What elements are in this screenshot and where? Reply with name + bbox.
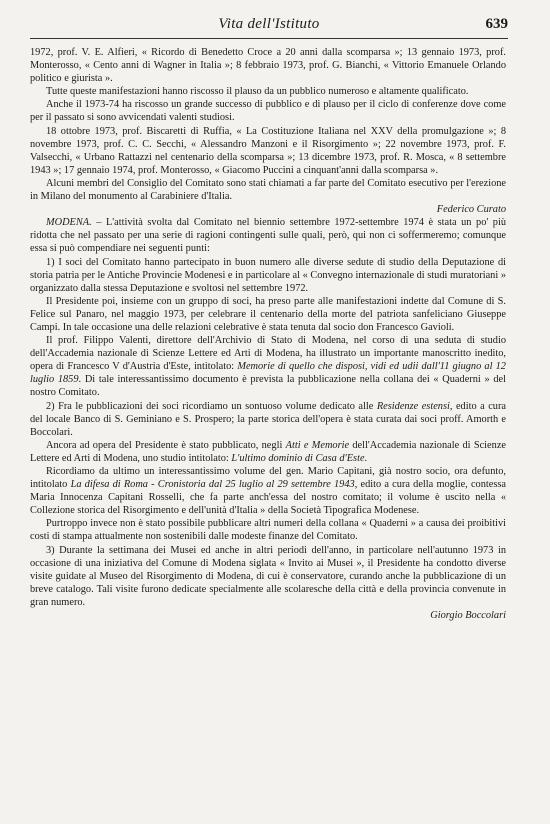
intro-text: – L'attività svolta dal Comitato nel biennio settembre 1972-settembre 1974 è stata un po' più ridotta che nel passato per una serie di ragioni contingenti sulle quali, però, qui non ci soffermeremo; comunque essa si può compendiare nei seguenti punti: [30,217,506,255]
place-name: MODENA. [46,217,92,229]
paragraph: 18 ottobre 1973, prof. Biscaretti di Ruffia, « La Costituzione Italiana nel XXV della promulgazione »; 8 novembre 1973, prof. C. C. Secchi, « Alessandro Manzoni e il Risorgimento »; 22 novembre 1973, prof. F. Valsecchi, « Urbano Rattazzi nel centenario della scomparsa »; 13 dicembre 1973, prof. R. Mosca, « 8 settembre 1943 »; 17 gennaio 1974, prof. Monterosso, « Giacomo Puccini a cinquant'anni dalla scomparsa ». [30,125,506,176]
modena-intro [30,216,506,255]
work-title: Atti e Memorie [285,439,350,451]
paragraph: 1) I soci del Comitato hanno partecipato in buon numero alle diverse sedute di studio della Deputazione di storia patria per le Antiche Provincie Modenesi e in particolare al « Convegno internazionale di studi muratoriani » organizzato dalla stessa Deputazione e svoltosi nel settembre 1972. [30,256,506,294]
paragraph: Alcuni membri del Consiglio del Comitato sono stati chiamati a far parte del Comitato esecutivo per l'erezione in Milano del monumento al Carabiniere d'Italia. [30,177,506,203]
paragraph [30,400,506,439]
text-run: . Di tale interessantissimo documento è prevista la pubblicazione nella collana dei « Quaderni » del nostro Comitato. [30,374,506,399]
text-run: Ricordiamo da ultimo un interessantissimo volume del gen. Mario Capitani, già nostro socio, ora defunto, intitolato [30,466,506,491]
paragraph: 1972, prof. V. E. Alfieri, « Ricordo di Benedetto Croce a 20 anni dalla scomparsa »; 13 gennaio 1973, prof. Monterosso, « Cento anni di Wagner in Italia »; 8 febbraio 1973, prof. G. Bianchi, « Vittorio Emanuele Orlando politico e giurista ». [30,47,506,85]
text-run: Il prof. Filippo Valenti, direttore dell'Archivio di Stato di Modena, nel corso di una seduta di studio dell'Accademia nazionale di Scienze Lettere ed Arti di Modena, ha illustrato un importante manoscritto inedito, opera di Francesco V d'Austria d'Este, intitolato: [30,335,506,373]
paragraph: Tutte queste manifestazioni hanno riscosso il plauso da un pubblico numeroso e altamente qualificato. [46,86,469,98]
text-run: , edito a cura della moglie, contessa Maria Innocenza Capitani Rosselli, che fa parte anch'essa del nostro comitato; il volume è uscito nella « Collezione storica del Risorgimento e dell'unità d'Italia » della Società Tipografica Modenese. [30,479,507,517]
text-run: Ancora ad opera del Presidente è stato pubblicato, negli [46,439,286,451]
work-title: Residenze estensi [376,400,450,412]
running-title: Vita dell'Istituto [218,16,320,32]
paragraph: Anche il 1973-74 ha riscosso un grande successo di pubblico e di plauso per il ciclo di conferenze dove come per il passato si sono avvicendati valenti studiosi. [30,99,506,124]
text-run: . [364,452,368,464]
work-title: L'ultimo dominio di Casa d'Este [231,452,365,464]
text-run: dell'Accademia nazionale di Scienze Lettere ed Arti di Modena, uno studio intitolato: [30,439,507,464]
paragraph [30,465,506,517]
page-body [30,46,506,622]
page-number: 639 [485,16,508,32]
paragraph: 3) Durante la settimana dei Musei ed anche in altri periodi dell'anno, in particolare nell'autunno 1973 in occasione di una iniziativa del Comune di Modena siglata « Invito ai Musei », il Presidente ha condotto diverse visite guidate al Museo del Risorgimento di Modena, di cui è conservatore, curando anche la pubblicazione di un breve catalogo. Tali visite furono dedicate specialmente alle scolaresche della città e della provincia convenute in gran numero. [30,544,506,608]
paragraph [30,439,506,465]
paragraph [30,334,506,399]
text-run: , edito a cura del locale Banco di S. Geminiano e S. Prospero; la parte storica dell'opera è stata curata dai soci proff. Amorth e Boccolari. [30,400,507,438]
signature-curato: Federico Curato [436,204,506,216]
running-header [30,14,508,39]
paragraph: Purtroppo invece non è stato possibile pubblicare altri numeri della collana « Quaderni » a causa dei proibitivi costi di stampa attualmente non sostenibili dalle modeste finanze del Comitato. [30,518,506,543]
work-title: La difesa di Roma - Cronistoria dal 25 luglio al 29 settembre 1943 [70,479,355,491]
signature-boccolari: Giorgio Boccolari [430,610,506,622]
work-title: Memorie di quello che disposi, vidi ed udii dall'11 giugno al 12 luglio 1859 [30,361,506,386]
paragraph: Il Presidente poi, insieme con un gruppo di soci, ha preso parte alle manifestazioni indette dal Comune di S. Felice sul Panaro, nel maggio 1973, per celebrare il centenario della morte del patriota sanfeliciano Giuseppe Campi. In tale occasione una delle relazioni celebrative è stata tenuta dal socio don Francesco Gavioli. [30,295,506,333]
text-run: 2) Fra le pubblicazioni dei soci ricordiamo un sontuoso volume dedicato alle [46,400,377,412]
